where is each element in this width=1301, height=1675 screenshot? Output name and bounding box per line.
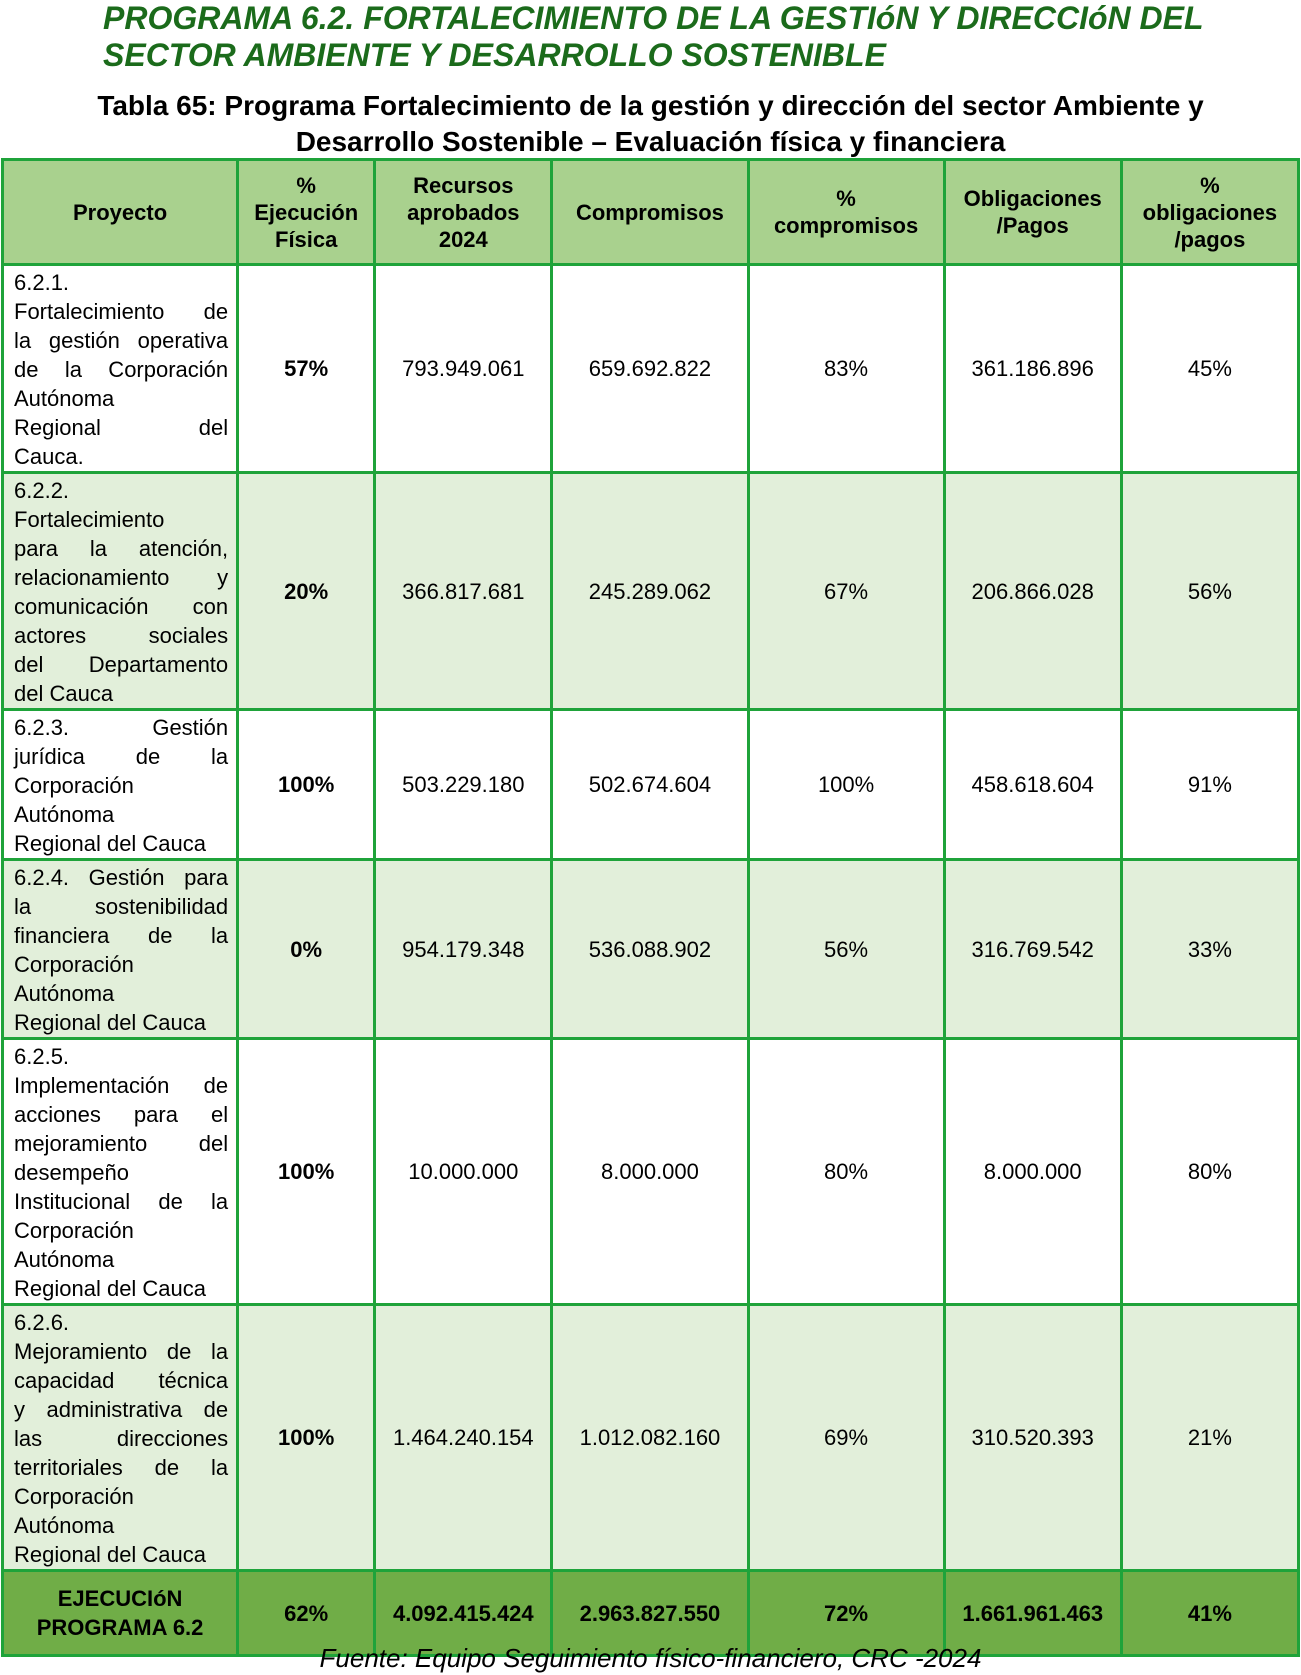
header-pct-obligaciones-line-2: obligaciones bbox=[1142, 199, 1278, 225]
cell-pct-compromisos: 80% bbox=[748, 1039, 944, 1305]
proyecto-line: actores sociales bbox=[14, 623, 229, 648]
table-caption bbox=[20, 88, 1281, 160]
cell-pct-obligaciones: 80% bbox=[1121, 1039, 1298, 1305]
proyecto-line: Regional del Cauca bbox=[14, 1010, 207, 1035]
proyecto-line: la sostenibilidad bbox=[14, 894, 229, 919]
cell-proyecto bbox=[3, 1305, 238, 1571]
cell-pct-obligaciones: 56% bbox=[1121, 473, 1298, 710]
cell-recursos-aprobados: 1.464.240.154 bbox=[375, 1305, 552, 1571]
cell-recursos-aprobados: 954.179.348 bbox=[375, 860, 552, 1039]
cell-ejecucion-fisica: 0% bbox=[238, 860, 375, 1039]
cell-compromisos: 502.674.604 bbox=[552, 710, 748, 860]
proyecto-line: del Cauca bbox=[14, 681, 114, 706]
proyecto-line: Corporación bbox=[14, 773, 134, 798]
cell-ejecucion-fisica: 57% bbox=[238, 265, 375, 473]
proyecto-line: Corporación bbox=[14, 952, 134, 977]
table-row bbox=[3, 265, 1299, 473]
total-recursos-aprobados: 4.092.415.424 bbox=[375, 1571, 552, 1656]
proyecto-line: 6.2.2. bbox=[14, 478, 70, 503]
cell-pct-compromisos: 67% bbox=[748, 473, 944, 710]
proyecto-line: del Departamento bbox=[14, 652, 229, 677]
header-pct-obligaciones bbox=[1121, 160, 1298, 265]
header-obligaciones bbox=[944, 160, 1121, 265]
proyecto-line: Regional del Cauca bbox=[14, 831, 207, 856]
cell-ejecucion-fisica: 100% bbox=[238, 1039, 375, 1305]
total-obligaciones-pagos: 1.661.961.463 bbox=[944, 1571, 1121, 1656]
total-ejecucion-fisica: 62% bbox=[238, 1571, 375, 1656]
cell-compromisos: 536.088.902 bbox=[552, 860, 748, 1039]
proyecto-line: para la atención, bbox=[14, 536, 229, 561]
proyecto-line: Autónoma bbox=[14, 981, 115, 1006]
total-compromisos: 2.963.827.550 bbox=[552, 1571, 748, 1656]
table-row bbox=[3, 1305, 1299, 1571]
header-pct-obligaciones-line-1: % bbox=[1200, 172, 1220, 198]
proyecto-line: Implementación de bbox=[14, 1073, 229, 1098]
proyecto-line: Regional del Cauca bbox=[14, 1276, 207, 1301]
proyecto-line: territoriales de la bbox=[14, 1455, 229, 1480]
header-ejecucion-line-2: Ejecución bbox=[254, 199, 359, 225]
proyecto-line: jurídica de la bbox=[14, 744, 229, 769]
header-proyecto-label: Proyecto bbox=[73, 199, 168, 225]
cell-compromisos: 1.012.082.160 bbox=[552, 1305, 748, 1571]
cell-compromisos: 8.000.000 bbox=[552, 1039, 748, 1305]
table-row bbox=[3, 710, 1299, 860]
proyecto-line: financiera de la bbox=[14, 923, 229, 948]
header-pct-obligaciones-line-3: /pagos bbox=[1174, 226, 1246, 252]
proyecto-line: mejoramiento del bbox=[14, 1131, 229, 1156]
header-compromisos bbox=[552, 160, 748, 265]
proyecto-line: la gestión operativa bbox=[14, 328, 229, 353]
cell-proyecto bbox=[3, 265, 238, 473]
header-pct-compromisos-line-2: compromisos bbox=[773, 213, 919, 238]
proyecto-line: relacionamiento y bbox=[14, 565, 229, 590]
proyecto-line: Autónoma bbox=[14, 1513, 115, 1538]
cell-ejecucion-fisica: 20% bbox=[238, 473, 375, 710]
cell-obligaciones-pagos: 310.520.393 bbox=[944, 1305, 1121, 1571]
cell-recursos-aprobados: 503.229.180 bbox=[375, 710, 552, 860]
cell-pct-obligaciones: 91% bbox=[1121, 710, 1298, 860]
header-ejecucion-fisica bbox=[238, 160, 375, 265]
proyecto-line: Autónoma bbox=[14, 1247, 115, 1272]
proyecto-line: 6.2.1. bbox=[14, 270, 70, 295]
total-label-line: PROGRAMA 6.2 bbox=[36, 1615, 204, 1640]
proyecto-line: comunicación con bbox=[14, 594, 229, 619]
header-pct-compromisos bbox=[748, 160, 944, 265]
proyecto-line: acciones para el bbox=[14, 1102, 229, 1127]
program-heading-line-2: SECTOR AMBIENTE Y DESARROLLO SOSTENIBLE bbox=[103, 37, 886, 73]
cell-recursos-aprobados: 366.817.681 bbox=[375, 473, 552, 710]
table-caption-line-1: Tabla 65: Programa Fortalecimiento de la gestión y dirección del sector Ambiente y bbox=[97, 90, 1204, 121]
proyecto-line: y administrativa de bbox=[14, 1397, 229, 1422]
proyecto-line: Autónoma bbox=[14, 386, 115, 411]
header-obligaciones-line-1: Obligaciones bbox=[963, 186, 1102, 211]
cell-ejecucion-fisica: 100% bbox=[238, 1305, 375, 1571]
proyecto-line: Fortalecimiento de bbox=[14, 299, 229, 324]
proyecto-line: Regional del Cauca bbox=[14, 1542, 207, 1567]
cell-obligaciones-pagos: 361.186.896 bbox=[944, 265, 1121, 473]
cell-compromisos: 245.289.062 bbox=[552, 473, 748, 710]
proyecto-line: capacidad técnica bbox=[14, 1368, 229, 1393]
cell-obligaciones-pagos: 458.618.604 bbox=[944, 710, 1121, 860]
header-proyecto bbox=[3, 160, 238, 265]
proyecto-line: 6.2.5. bbox=[14, 1044, 70, 1069]
proyecto-line: Fortalecimiento bbox=[14, 507, 165, 532]
proyecto-line: Regional del bbox=[14, 415, 229, 440]
program-heading bbox=[103, 0, 1283, 74]
proyecto-line: Corporación bbox=[14, 1218, 134, 1243]
header-recursos-line-1: Recursos bbox=[413, 172, 514, 198]
proyecto-line: Autónoma bbox=[14, 802, 115, 827]
proyecto-line: desempeño bbox=[14, 1160, 129, 1185]
proyecto-line: 6.2.4. Gestión para bbox=[14, 865, 229, 890]
header-recursos-line-3: 2024 bbox=[438, 226, 488, 252]
cell-obligaciones-pagos: 8.000.000 bbox=[944, 1039, 1121, 1305]
table-row bbox=[3, 1039, 1299, 1305]
cell-pct-obligaciones: 45% bbox=[1121, 265, 1298, 473]
cell-obligaciones-pagos: 316.769.542 bbox=[944, 860, 1121, 1039]
cell-pct-compromisos: 69% bbox=[748, 1305, 944, 1571]
header-pct-compromisos-line-1: % bbox=[836, 186, 856, 211]
cell-obligaciones-pagos: 206.866.028 bbox=[944, 473, 1121, 710]
program-heading-line-1: PROGRAMA 6.2. FORTALECIMIENTO DE LA GESTIóN Y DIRECCIóN DEL bbox=[103, 0, 1204, 36]
table-row bbox=[3, 473, 1299, 710]
header-compromisos-label: Compromisos bbox=[575, 199, 724, 225]
proyecto-line: Institucional de la bbox=[14, 1189, 229, 1214]
cell-pct-compromisos: 83% bbox=[748, 265, 944, 473]
cell-proyecto bbox=[3, 473, 238, 710]
proyecto-line: de la Corporación bbox=[14, 357, 229, 382]
proyecto-line: Corporación bbox=[14, 1484, 134, 1509]
table-header-row bbox=[3, 160, 1299, 265]
cell-proyecto bbox=[3, 860, 238, 1039]
cell-recursos-aprobados: 793.949.061 bbox=[375, 265, 552, 473]
total-label-line: EJECUCIóN bbox=[57, 1586, 183, 1611]
proyecto-line: Cauca. bbox=[14, 444, 84, 469]
cell-ejecucion-fisica: 100% bbox=[238, 710, 375, 860]
header-ejecucion-line-1: % bbox=[296, 172, 316, 198]
header-ejecucion-line-3: Física bbox=[275, 226, 338, 252]
table-caption-line-2: Desarrollo Sostenible – Evaluación física y financiera bbox=[295, 126, 1006, 157]
proyecto-line: Mejoramiento de la bbox=[14, 1339, 229, 1364]
proyecto-line: 6.2.3. Gestión bbox=[14, 715, 229, 740]
cell-pct-obligaciones: 33% bbox=[1121, 860, 1298, 1039]
cell-recursos-aprobados: 10.000.000 bbox=[375, 1039, 552, 1305]
cell-pct-compromisos: 100% bbox=[748, 710, 944, 860]
proyecto-line: 6.2.6. bbox=[14, 1310, 70, 1335]
total-pct-obligaciones: 41% bbox=[1121, 1571, 1298, 1656]
cell-proyecto bbox=[3, 1039, 238, 1305]
proyecto-line: las direcciones bbox=[14, 1426, 229, 1451]
table-source: Fuente: Equipo Seguimiento físico-financiero, CRC -2024 bbox=[319, 1643, 982, 1673]
evaluation-table bbox=[1, 158, 1300, 1657]
cell-pct-obligaciones: 21% bbox=[1121, 1305, 1298, 1571]
cell-compromisos: 659.692.822 bbox=[552, 265, 748, 473]
cell-pct-compromisos: 56% bbox=[748, 860, 944, 1039]
header-obligaciones-line-2: /Pagos bbox=[996, 213, 1069, 238]
header-recursos bbox=[375, 160, 552, 265]
cell-proyecto bbox=[3, 710, 238, 860]
header-recursos-line-2: aprobados bbox=[407, 199, 520, 225]
total-pct-compromisos: 72% bbox=[748, 1571, 944, 1656]
table-row bbox=[3, 860, 1299, 1039]
